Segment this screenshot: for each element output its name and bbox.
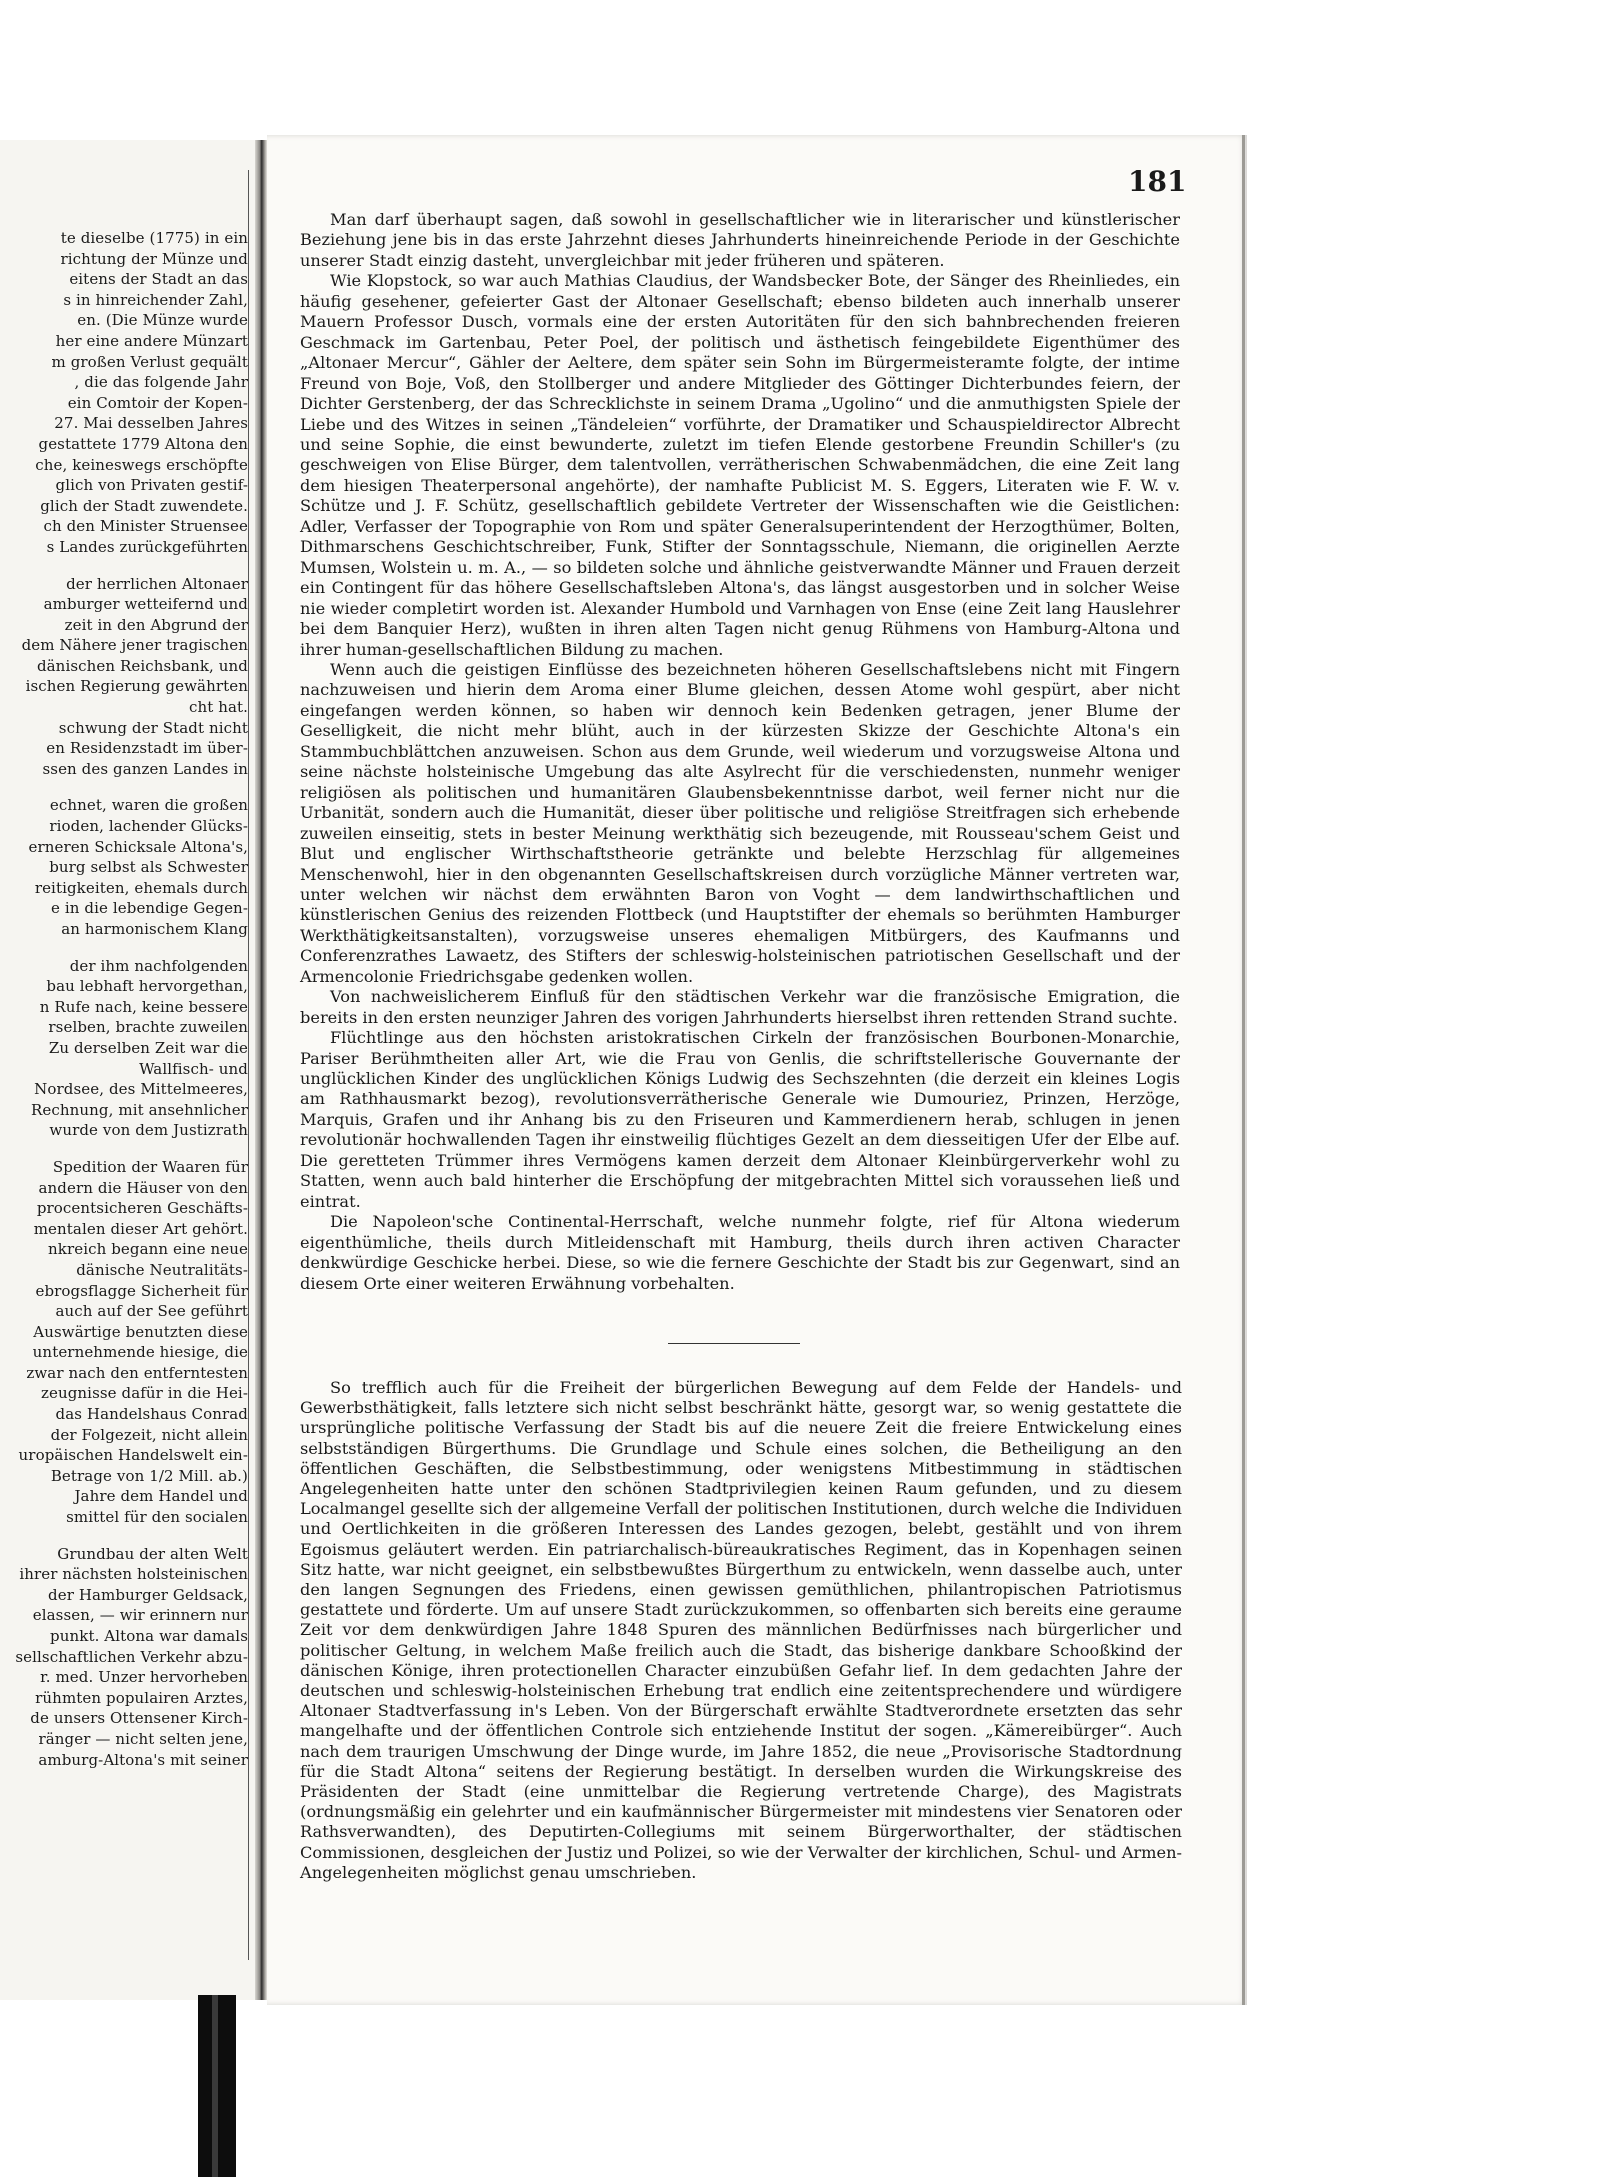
left-column-line: s in hinreichender Zahl, [63,290,248,309]
left-column-line: r. med. Unzer hervorheben [40,1668,248,1687]
left-column-line: n Rufe nach, keine bessere [39,997,248,1016]
left-page-fragment [0,140,255,2000]
left-column-line: en Residenzstadt im über- [46,739,248,758]
left-column-line: de unsers Ottensener Kirch- [30,1709,248,1728]
left-column-line: che, keineswegs erschöpfte [35,455,248,474]
second-text-section [300,1378,1182,1883]
paragraph: Wie Klopstock, so war auch Mathias Claudius, der Wandsbecker Bote, der Sänger des Rheinliedes, ein häufig gesehener, gefeierter Gast der Altonaer Gesellschaft; ebenso bildeten auch innerhalb unserer Mauern Professor Dusch, vormals eine der ersten Autoritäten für den sich bahnbrechenden freieren Geschmack im Gartenbau, Peter Poel, der politisch und ästhetisch feingebildete Eigenthümer des „Altonaer Mercur“, Gähler der Aeltere, dem später sein Sohn im Bürgermeisteramte folgte, der intime Freund von Boje, Voß, den Stollberger und andere Mitglieder des Göttinger Dichterbundes feiern, der Dichter Gerstenberg, der das Schrecklichste in seinem Drama „Ugolino“ und die anmuthigsten Spiele der Liebe und des Witzes in seinen „Tändeleien“ vorführte, der Dramatiker und Schauspieldirector Albrecht und seine Sophie, die einst bewunderte, zuletzt im tiefen Elende gestorbene Freundin Schiller's (zu geschweigen von Elise Bürger, dem talentvollen, verrätherischen Schwabenmädchen, die eine Zeit lang dem hiesigen Theaterpersonal angehörte), der namhafte Publicist M. S. Eggers, Literaten wie F. W. v. Schütze und J. F. Schütz, gesellschaftlich gebildete Vertreter der Wissenschaften wie die Geistlichen: Adler, Verfasser der Topographie von Rom und später Generalsuperintendent der Herzogthümer, Bolten, Dithmarschens Geschichtschreiber, Funk, Stifter der Sonntagsschule, Niemann, die originellen Aerzte Mumsen, Wolstein u. m. A., — so bildeten solche und ähnliche geistverwandte Männer und Frauen derzeit ein Contingent für das höhere Gesellschaftsleben Altona's, das längst ausgestorben und in solcher Weise nie wieder completirt worden ist. Alexander Humbold und Varnhagen von Ense (eine Zeit lang Hauslehrer bei dem Banquier Herz), wußten in ihren alten Tagen nicht genug Rühmens von Hamburg-Altona und ihrer human-gesellschaftlichen Bildung zu machen. [300,271,1180,659]
left-column-line: Rechnung, mit ansehnlicher [31,1100,248,1119]
left-column-line: an harmonischem Klang [61,920,248,938]
left-column-line: auch auf der See geführt [55,1302,248,1321]
paragraph-gap [0,1528,248,1544]
left-column-line: echnet, waren die großen [49,796,248,815]
left-column-rule [248,170,249,1960]
left-column-line: eitens der Stadt an das [69,270,248,289]
left-column-line: glich von Privaten gestif- [55,476,248,495]
left-column-line: her eine andere Münzart [55,331,248,350]
left-column-line: erneren Schicksale Altona's, [28,837,248,856]
paragraph-gap [0,1141,248,1157]
paragraph-gap [0,558,248,574]
left-column-line: gestattete 1779 Altona den [38,434,248,453]
left-column-line: ein Comtoir der Kopen- [67,393,248,412]
left-column-line: ch den Minister Struensee [43,517,248,536]
left-column-line: zeugnisse dafür in die Hei- [40,1384,248,1403]
left-column-line: te dieselbe (1775) in ein [60,229,248,247]
left-column-line: nkreich begann eine neue [48,1240,248,1259]
left-column-line: zeit in den Abgrund der [64,615,248,634]
book-gutter [255,140,267,2000]
paragraph: So trefflich auch für die Freiheit der bürgerlichen Bewegung auf dem Felde der Handels- und Gewerbsthätigkeit, falls letztere sich nicht selbst beschränkt hätte, gesorgt war, so wenig gestattete die ursprüngliche politische Verfassung der Stadt bis auf die neuere Zeit die freiere Entwickelung eines selbstständigen Bürgerthums. Die Grundlage und Schule eines solchen, die Betheiligung an den öffentlichen Geschäften, die Selbstbestimmung, oder wenigstens Mitbestimmung in städtischen Angelegenheiten hatte unter den schönen Stadtprivilegien keinen Raum gefunden, und zu diesem Localmangel gesellte sich der allgemeine Verfall der politischen Institutionen, durch welche die Individuen und Oertlichkeiten in die größeren Interessen des Landes gezogen, belebt, gestählt und von ihrem Egoismus geläutert werden. Ein patriarchalisch-büreaukratisches Regiment, das in Kopenhagen seinen Sitz hatte, war nicht geeignet, ein selbstbewußtes Bürgerthum zu entwickeln, wenn dasselbe auch, unter den langen Segnungen des Friedens, einen gewissen gemüthlichen, philantropischen Patriotismus gestattete und förderte. Um auf unsere Stadt zurückzukommen, so offenbarten sich bereits eine geraume Zeit vor dem denkwürdigen Jahre 1848 Spuren des männlichen Bedürfnisses nach bürgerlicher und politischer Geltung, in welchem Maße freilich auch die Stadt, das bisherige dankbare Schooßkind der dänischen Könige, ihren protectionellen Character einzubüßen Gefahr lief. In dem gedachten Jahre der deutschen und schleswig-holsteinischen Erhebung trat endlich eine zeitentsprechendere und würdigere Altonaer Stadtverfassung in's Leben. Von der Bürgerschaft erwählte Stadtverordnete ersetzten das sehr mangelhafte und der öffentlichen Controle sich entziehende Institut der sogen. „Kämereibürger“. Auch nach dem traurigen Umschwung der Dinge wurde, im Jahre 1852, die neue „Provisorische Stadtordnung für die Stadt Altona“ seitens der Regierung bestätigt. In derselben wurden die Wirkungskreise des Präsidenten der Stadt (eine unmittelbar die Regierung vertretende Charge), des Magistrats (ordnungsmäßig ein gelehrter und ein kaufmännischer Bürgermeister mit mindestens vier Senatoren oder Rathsverwandten), des Deputirten-Collegiums mit seinem Bürgerworthalter, der städtischen Commissionen, desgleichen der Justiz und Polizei, so wie der Verwalter der kirchlichen, Schul- und Armen-Angelegenheiten möglichst genau umschrieben. [300,1378,1182,1882]
left-column-line: glich der Stadt zuwendete. [40,496,248,515]
left-column-line: Betrage von 1/2 Mill. ab.) [50,1466,248,1485]
left-column-line: amburg-Altona's mit seiner [38,1750,248,1769]
left-column-line: s Landes zurückgeführten [46,537,248,556]
left-column-line: dem Nähere jener tragischen [21,636,248,655]
left-page-column [0,228,248,1770]
left-column-line: das Handelshaus Conrad [55,1405,248,1424]
left-column-line: smittel für den socialen [66,1508,248,1527]
paragraph: Man darf überhaupt sagen, daß sowohl in gesellschaftlicher wie in literarischer und künstlerischer Beziehung jene bis in das erste Jahrzehnt dieses Jahrhunderts hineinreichende Periode in der Geschichte unserer Stadt einzig dasteht, unvergleichbar mit jeder früheren und späteren. [300,210,1180,270]
page-number: 181 [1128,165,1187,198]
left-column-line: en. (Die Münze wurde [77,311,248,330]
left-column-line: Nordsee, des Mittelmeeres, [34,1080,248,1099]
paragraph-gap [0,779,248,795]
left-column-line: ebrogsflagge Sicherheit für [35,1281,248,1300]
left-column-line: der herrlichen Altonaer [66,574,248,593]
left-column-line: Spedition der Waaren für [52,1157,248,1176]
left-column-line: 27. Mai desselben Jahres [54,414,248,433]
left-column-line: rühmten populairen Arztes, [35,1688,248,1707]
left-column-line: cht hat. [188,698,248,717]
paragraph: Wenn auch die geistigen Einflüsse des bezeichneten höheren Gesellschaftslebens nicht mit Fingern nachzuweisen und hierin dem Aroma einer Blume gleichen, dessen Atome wohl gespürt, aber nicht eingefangen werden können, so haben wir dennoch kein Bedenken getragen, jener Blume der Geselligkeit, die nicht mehr blüht, auch in der kürzesten Skizze der Geschichte Altona's ein Stammbuchblättchen anzuweisen. Schon aus dem Grunde, weil wiederum und vorzugsweise Altona und seine nächste holsteinische Umgebung das alte Asylrecht für die verschiedensten, nunmehr weniger religiösen als politischen und humanitären Glaubensbekenntnisse darbot, weil ferner nicht nur die Urbanität, sondern auch die Humanität, dieser über politische und religiöse Streitfragen sich erhebende zuweilen einseitig, stets in bester Meinung werkthätig sich bezeugende, mit Rousseau'schem Geist und Blut und englischer Wirthschaftstheorie getränkte und belebte Herzschlag für allgemeines Menschenwohl, hier in den obgenannten Gesellschaftskreisen durch vorzügliche Männer vertreten war, unter welchen wir nächst dem erwähnten Baron von Voght — dem landwirthschaftlichen und künstlerischen Genius des reizenden Flottbeck (und Hauptstifter der ehemals so berühmten Hamburger Werkthätigkeitsanstalten), vorzugsweise unseres ehemaligen Mitbürgers, des Kaufmanns und Conferenzrathes Lawaetz, des Stifters der schleswig-holsteinischen patriotischen Gesellschaft und der Armencolonie Friedrichsgabe gedenken wollen. [300,659,1180,986]
left-column-line: der Hamburger Geldsack, [48,1585,248,1604]
left-column-line: amburger wetteifernd und [43,595,248,614]
section-separator-rule [668,1343,800,1344]
left-column-line: , die das folgende Jahr [74,373,248,392]
left-column-line: punkt. Altona war damals [50,1627,248,1645]
left-column-line: e in die lebendige Gegen- [51,899,248,918]
left-column-line: Grundbau der alten Welt [57,1544,248,1563]
left-column-line: richtung der Münze und [60,249,248,268]
paragraph: Flüchtlinge aus den höchsten aristokratischen Cirkeln der französischen Bourbonen-Monarchie, Pariser Berühmtheiten aller Art, wie die Frau von Genlis, die schriftstellerische Gouvernante der unglücklichen Kinder des unglücklichen Königs Ludwig des Sechszehnten (die derzeit ein kleines Logis am Rathhausmarkt bezog), revolutionsverrätherische Generale wie Dumouriez, Prinzen, Herzöge, Marquis, Grafen und ihr Anhang bis zu den Friseuren und Kammerdienern herab, schlugen in jenen revolutionär hochwallenden Tagen ihr einstweilig flüchtiges Gezelt an dem diesseitigen Ufer der Elbe auf. Die geretteten Trümmer ihres Vermögens kamen derzeit dem Altonaer Kleinbürgerverkehr wohl zu Statten, wenn auch bald hinterher die Erschöpfung der mitgebrachten Mittel sich voraussehen ließ und eintrat. [300,1028,1180,1211]
left-column-line: der Folgezeit, nicht allein [50,1425,248,1444]
left-column-line: reitigkeiten, ehemals durch [34,878,248,897]
main-text-section [300,210,1180,1294]
left-column-line: burg selbst als Schwester [49,858,248,877]
left-column-line: ssen des ganzen Landes in [42,759,248,778]
left-column-line: Auswärtige benutzten diese [33,1322,248,1341]
left-column-line: Jahre dem Handel und [74,1487,248,1506]
left-column-line: rselben, brachte zuweilen [48,1018,248,1037]
left-column-line: andern die Häuser von den [38,1178,248,1197]
left-column-line: Wallfisch- und [139,1059,248,1078]
left-column-line: ischen Regierung gewährten [25,677,248,696]
left-column-line: zwar nach den entferntesten [26,1363,248,1382]
left-column-line: dänische Neutralitäts- [76,1260,248,1279]
paragraph-gap [0,940,248,956]
left-column-line: m großen Verlust gequält [51,352,248,371]
left-column-line: bau lebhaft hervorgethan, [46,977,248,996]
left-column-line: der ihm nachfolgenden [69,956,248,975]
left-column-line: ränger — nicht selten jene, [38,1729,248,1748]
left-column-line: ihrer nächsten holsteinischen [19,1565,248,1584]
left-column-line: sellschaftlichen Verkehr abzu- [15,1647,248,1666]
right-page-edge [1242,135,1245,2005]
left-column-line: procentsicheren Geschäfts- [36,1199,248,1218]
left-column-line: unternehmende hiesige, die [32,1343,248,1362]
left-column-line: uropäischen Handelswelt ein- [18,1446,248,1465]
left-column-line: Zu derselben Zeit war die [48,1038,248,1057]
paragraph: Von nachweislicherem Einfluß für den städtischen Verkehr war die französische Emigration, die bereits in den ersten neunziger Jahren des vorigen Jahrhunderts hierselbst ihren rettenden Strand suchte. [300,987,1180,1027]
left-column-line: dänischen Reichsbank, und [36,656,248,675]
left-column-line: rioden, lachender Glücks- [49,817,248,836]
film-strip-edge [198,1995,236,2177]
paragraph: Die Napoleon'sche Continental-Herrschaft, welche nunmehr folgte, rief für Altona wiederum eigenthümliche, theils durch Mitleidenschaft mit Hamburg, theils durch ihren activen Character denkwürdige Geschicke herbei. Diese, so wie die fernere Geschichte der Stadt bis zur Gegenwart, sind an diesem Orte einer weiteren Erwähnung vorbehalten. [300,1212,1180,1293]
left-column-line: elassen, — wir erinnern nur [32,1606,248,1625]
left-column-line: wurde von dem Justizrath [49,1121,248,1140]
left-column-line: schwung der Stadt nicht [58,718,248,737]
left-column-line: mentalen dieser Art gehört. [33,1219,248,1238]
